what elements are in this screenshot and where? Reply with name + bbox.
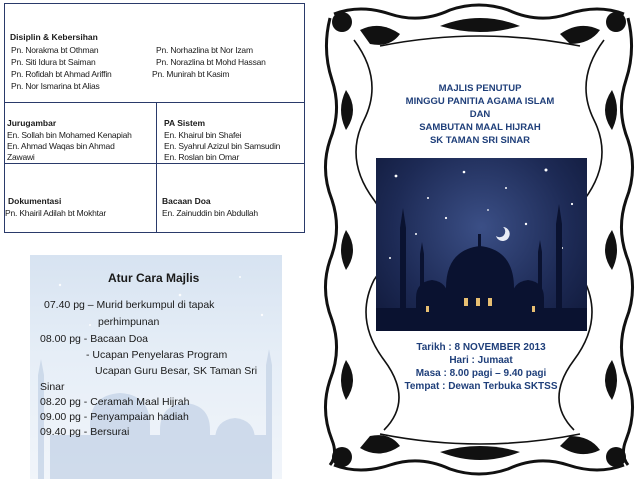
committee-divider-v: [156, 102, 157, 233]
jurugambar-member: En. Ahmad Waqas bin Ahmad: [7, 141, 115, 151]
dokumentasi-member: Pn. Khairil Adilah bt Mokhtar: [5, 208, 106, 218]
pa-sistem-member: En. Khairul bin Shafei: [164, 130, 242, 140]
jurugambar-member: Zawawi: [7, 152, 35, 162]
disiplin-heading: Disiplin & Kebersihan: [10, 32, 98, 42]
cover-title-line: MINGGU PANITIA AGAMA ISLAM: [405, 96, 555, 107]
mosque-silhouette-icon: [376, 158, 587, 331]
disiplin-member: Pn. Siti Idura bt Saiman: [11, 57, 96, 67]
disiplin-member: Pn. Norazlina bt Mohd Hassan: [156, 57, 266, 67]
atur-cara-line: 09.40 pg - Bersurai: [40, 426, 130, 438]
cover-title-line: MAJLIS PENUTUP: [438, 83, 522, 94]
cover-venue: Tempat : Dewan Terbuka SKTSS: [404, 381, 558, 392]
jurugambar-heading: Jurugambar: [7, 118, 57, 128]
dokumentasi-heading: Dokumentasi: [8, 196, 62, 206]
cover-title-line: DAN: [469, 109, 491, 120]
cover-day: Hari : Jumaat: [449, 355, 513, 366]
cover-time: Masa : 8.00 pagi – 9.40 pagi: [415, 368, 547, 379]
atur-cara-line: Sinar: [40, 381, 65, 393]
disiplin-member: Pn. Rofidah bt Ahmad Ariffin: [11, 69, 112, 79]
committee-divider-h1: [4, 102, 305, 103]
cover-title-line: SAMBUTAN MAAL HIJRAH: [419, 122, 541, 133]
atur-cara-line: Ucapan Guru Besar, SK Taman Sri: [95, 365, 258, 377]
cover-date: Tarikh : 8 NOVEMBER 2013: [416, 342, 546, 353]
pa-sistem-member: En. Roslan bin Omar: [164, 152, 240, 162]
atur-cara-line: perhimpunan: [98, 316, 160, 328]
atur-cara-title: Atur Cara Majlis: [108, 271, 200, 285]
pa-sistem-member: En. Syahrul Azizul bin Samsudin: [164, 141, 281, 151]
bacaan-doa-heading: Bacaan Doa: [162, 196, 211, 206]
disiplin-member: Pn. Norhazlina bt Nor Izam: [156, 45, 253, 55]
cover-title-line: SK TAMAN SRI SINAR: [429, 135, 531, 146]
atur-cara-line: 07.40 pg – Murid berkumpul di tapak: [44, 299, 215, 311]
atur-cara-line: 09.00 pg - Penyampaian hadiah: [40, 411, 189, 423]
atur-cara-line: 08.00 pg - Bacaan Doa: [40, 333, 148, 345]
disiplin-member: Pn. Munirah bt Kasim: [152, 69, 230, 79]
jurugambar-member: En. Sollah bin Mohamed Kenapiah: [7, 130, 132, 140]
committee-divider-h2: [4, 163, 305, 164]
atur-cara-line: - Ucapan Penyelaras Program: [86, 349, 228, 361]
bacaan-doa-member: En. Zainuddin bin Abdullah: [162, 208, 258, 218]
atur-cara-line: 08.20 pg - Ceramah Maal Hijrah: [40, 396, 190, 408]
mosque-night-image: [376, 158, 587, 331]
disiplin-member: Pn. Nor Ismarina bt Alias: [11, 81, 100, 91]
disiplin-member: Pn. Norakma bt Othman: [11, 45, 99, 55]
pa-sistem-heading: PA Sistem: [164, 118, 206, 128]
